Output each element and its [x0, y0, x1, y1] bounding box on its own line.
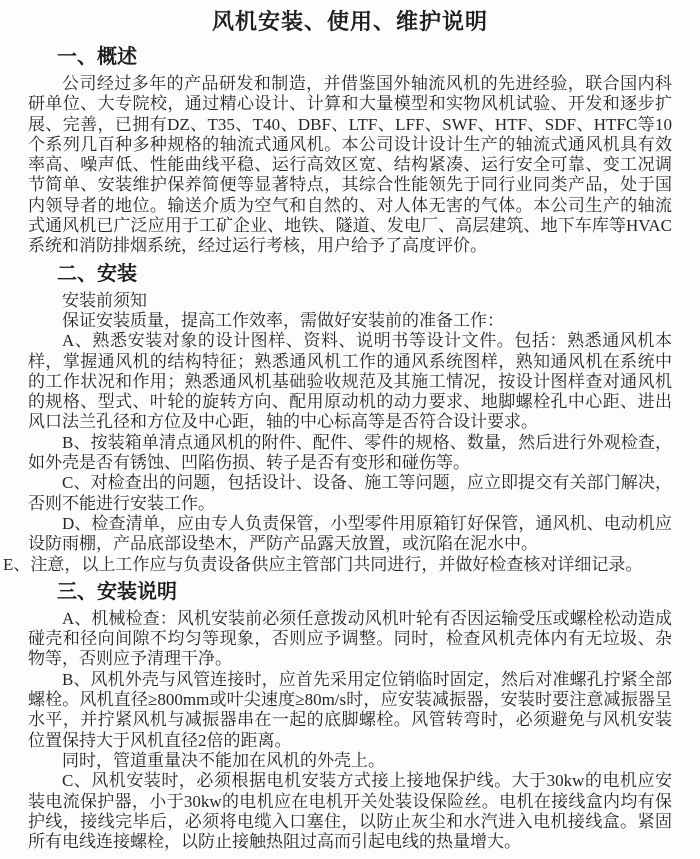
paragraph-item-a: A、机械检查：风机安装前必须任意拨动风机叶轮有否因运输受压或螺栓松动造成碰壳和径向间隙不均匀等现象，否则应予调整。同时，检查风机壳体内有无垃圾、杂物等，否则应予清理干净。 [28, 608, 672, 669]
section-heading-installation-notes: 三、安装说明 [57, 580, 177, 603]
section-overview [28, 44, 672, 257]
paragraph-item-e: E、注意，以上工作应与负责设备供应主管部门共同进行，并做好检查核对详细记录。 [3, 554, 643, 574]
section-installation-notes [28, 579, 672, 853]
paragraph-duct-weight-note: 同时，管道重量决不能加在风机的外壳上。 [62, 750, 385, 770]
document-title: 风机安装、使用、维护说明 [211, 9, 488, 34]
paragraph-item-b: B、按装箱单清点通风机的附件、配件、零件的规格、数量，然后进行外观检查，如外壳是否有锈蚀、凹陷伤损、转子是否有变形和碰伤等。 [28, 432, 672, 473]
section-heading-overview: 一、概述 [57, 46, 137, 68]
paragraph-item-b: B、风机外壳与风管连接时，应首先采用定位销临时固定，然后对准螺孔拧紧全部螺栓。风机直径≥800mm或叶尖速度≥80m/s时，应安装减振器，安装时要注意减振器呈水平，并拧紧风机与减振器串在一起的底脚螺栓。风管转弯时，必须避免与风机安装位置保持大于风机直径2倍的距离。 [28, 669, 672, 750]
section-heading-installation: 二、安装 [57, 262, 137, 285]
paragraph-item-c: C、对检查出的问题，包括设计、设备、施工等问题，应立即提交有关部门解决，否则不能进行安装工作。 [28, 473, 672, 513]
paragraph-item-d: D、检查清单，应由专人负责保管，小型零件用原箱钉好保管，通风机、电动机应设防雨棚，产品底部设垫木，严防产品露天放置，或沉陷在泥水中。 [28, 513, 672, 554]
paragraph: 公司经过多年的产品研发和制造，并借鉴国外轴流风机的先进经验，联合国内科研单位、大专院校，通过精心设计、计算和大量模型和实物风机试验、开发和逐步扩展、完善，已拥有DZ、T35、T40、DBF、LTF、LFF、SWF、HTF、SDF、HTFC等10个系列几百种多种规格的轴流式通风机。本公司设计设计生产的轴流式通风机具有效率高、噪声低、性能曲线平稳、运行高效区宽、结构紧凑、运行安全可靠、变工况调节简单、安装维护保养简便等显著特点，其综合性能领先于同行业同类产品，处于国内领导者的地位。输送介质为空气和自然的、对人体无害的气体。本公司生产的轴流式通风机已广泛应用于工矿企业、地铁、隧道、发电厂、高层建筑、地下车库等HVAC系统和消防排烟系统，经过运行考核，用户给予了高度评价。 [28, 74, 672, 256]
paragraph-item-c: C、风机安装时，必须根据电机安装方式接上接地保护线。大于30kw的电机应安装电流保护器，小于30kw的电机应在电机开关处装设保险丝。电机在接线盒内均有保护线，接线完毕后，必须将电缆入口塞住，以防止灰尘和水汽进入电机接线盒。紧固所有电线连接螺栓，以防止接触热阻过高而引起电线的热量增大。 [28, 771, 672, 852]
paragraph-quality-note: 保证安装质量，提高工作效率，需做好安装前的准备工作： [62, 310, 504, 330]
paragraph-item-a: A、熟悉安装对象的设计图样、资料、说明书等设计文件。包括：熟悉通风机本样，掌握通风机的结构特征；熟悉通风机工作的通风系统图样，熟知通风机在系统中的工作状况和作用；熟悉通风机基础验收规范及其施工情况，按设计图样查对通风机的规格、型式、叶轮的旋转方向、配用原动机的动力要求、地脚螺栓孔中心距、进出风口法兰孔径和方位及中心距，轴的中心标高等是否符合设计要求。 [28, 331, 672, 432]
paragraph-pre-install-notice: 安装前须知 [62, 290, 147, 310]
section-installation [3, 261, 672, 575]
